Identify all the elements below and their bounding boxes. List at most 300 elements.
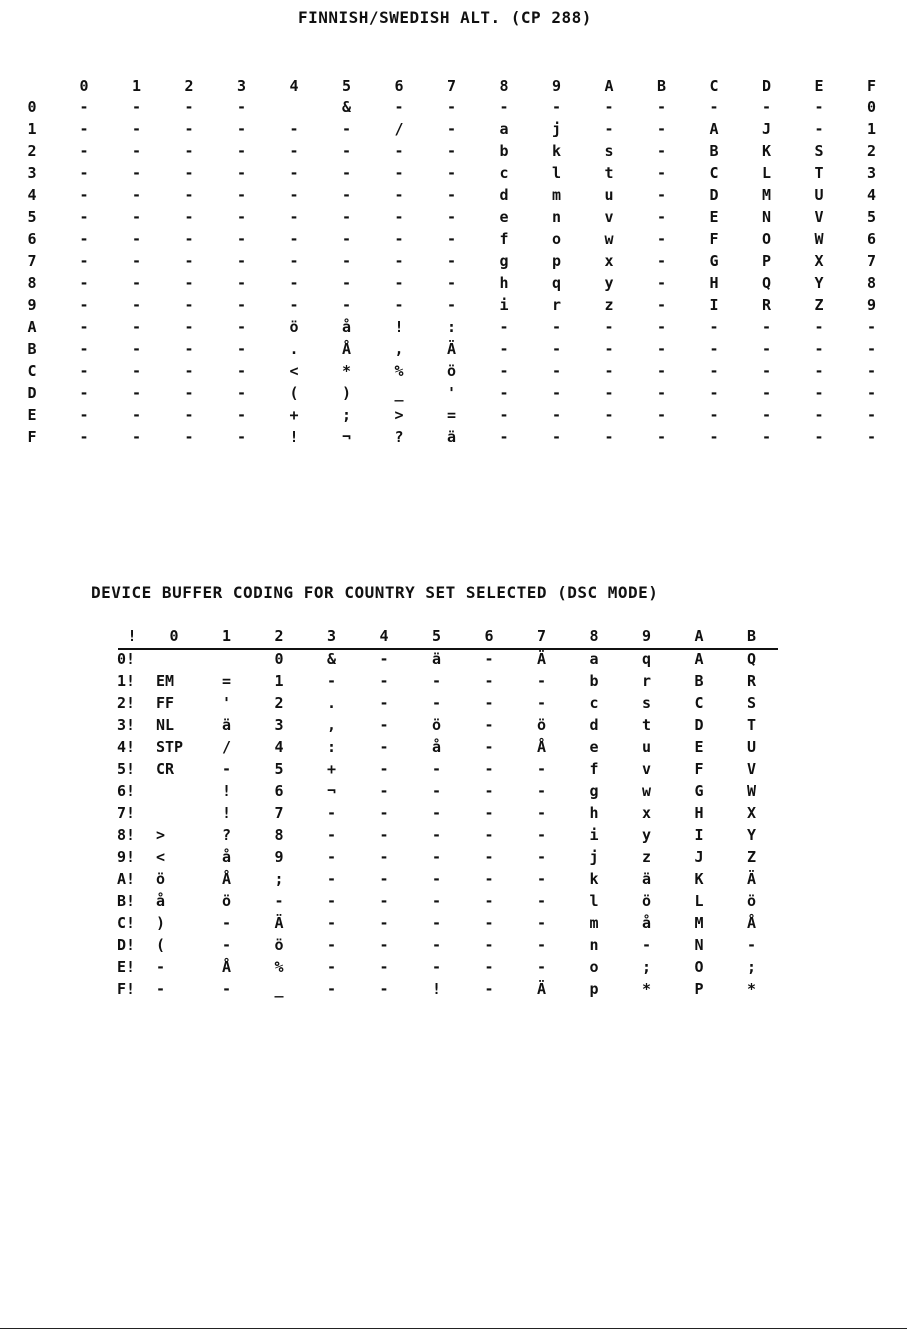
table2-cell: NL [156,716,175,734]
table2-col-header: 5 [431,627,442,645]
table1-cell: - [236,164,247,182]
table1-cell: - [656,274,667,292]
table1-cell: - [656,142,667,160]
table2-cell: Å [221,958,232,976]
table1-cell: - [236,252,247,270]
table1-cell: - [131,142,142,160]
table2-cell: 6 [274,782,284,800]
table1-cell: c [499,164,509,182]
table1-cell: H [709,274,719,292]
table2-cell: ö [221,892,232,910]
table1-cell: + [289,406,299,424]
table2-cell: + [326,760,337,778]
table1-cell: ¬ [341,428,352,446]
table1-cell: 0 [866,98,877,116]
table2-row-header: 0! [116,650,136,668]
table2-cell: , [326,716,337,734]
table2-cell: - [484,958,494,976]
table2-cell: FF [156,694,175,712]
table1-cell: - [236,274,247,292]
table1-cell: - [394,164,404,182]
table2-cell: h [589,804,599,822]
table1-cell: L [761,164,772,182]
table1-cell: - [79,428,89,446]
table1-cell: - [446,98,457,116]
table1-cell: - [184,406,194,424]
table2-cell: ! [431,980,442,998]
table2-cell: - [274,892,284,910]
table1-cell: - [131,186,142,204]
table2-cell: H [694,804,704,822]
table2-cell: y [641,826,652,844]
table1-cell: - [551,340,562,358]
table2-cell: - [536,804,547,822]
table1-row-header: 2 [27,142,37,160]
table2-cell: P [694,980,704,998]
table2-col-header: 8 [589,627,599,645]
table2-cell: - [536,760,547,778]
table1-cell: - [709,98,719,116]
table2-row-header: 2! [116,694,136,712]
table1-cell: - [131,318,142,336]
table2-cell: - [746,936,757,954]
table1-row-header: C [27,362,37,380]
table1-cell: - [236,384,247,402]
table1-cell: W [814,230,824,248]
page-bottom-rule [0,1328,907,1329]
table2-cell: ( [156,936,166,954]
table2-cell: q [641,650,652,668]
table2-col-header: 0 [169,627,179,645]
table2-cell: Å [746,914,757,932]
table2-row-header: A! [116,870,136,888]
table1-cell: - [709,428,719,446]
table1-cell: s [604,142,614,160]
table1-cell: - [131,362,142,380]
table1-cell: - [184,340,194,358]
table2-row-header: B! [116,892,136,910]
table2-cell: - [484,892,494,910]
table1-cell: - [236,318,247,336]
table1-cell: - [341,142,352,160]
table2-cell: - [379,804,389,822]
table1-cell: - [866,384,877,402]
table1-cell: - [79,164,89,182]
table2-cell: Ä [274,914,284,932]
table2-cell: - [379,650,389,668]
table2-cell: M [694,914,704,932]
table2-cell: r [641,672,652,690]
table2-cell: Å [536,738,547,756]
table2-row-header: 8! [116,826,136,844]
table2-row-header: 1! [116,672,136,690]
table1-cell: - [761,318,772,336]
table1-cell: - [236,296,247,314]
table1-cell: - [866,362,877,380]
table2-cell: C [694,694,704,712]
table2-cell: ! [221,782,232,800]
table1-cell: - [656,384,667,402]
table2-cell: X [746,804,757,822]
table1-cell: , [394,340,404,358]
table1-cell: O [761,230,772,248]
table1-cell: - [184,164,194,182]
table1-cell: l [551,164,562,182]
table1-cell: - [394,274,404,292]
table1-cell: - [551,406,562,424]
table1-cell: - [446,208,457,226]
table1-cell: g [499,252,509,270]
table1-cell: ' [446,384,457,402]
table2-cell: - [379,848,389,866]
table1-cell: 2 [866,142,877,160]
table1-cell: - [551,384,562,402]
table1-cell: n [551,208,562,226]
table1-cell: ä [446,428,457,446]
table1-cell: . [289,340,299,358]
table1-cell: R [761,296,772,314]
table1-cell: F [709,230,719,248]
table1-cell: - [236,120,247,138]
table2-cell: d [589,716,599,734]
table1-cell: V [814,208,824,226]
table2-cell: s [641,694,652,712]
table1-col-header: C [709,77,719,95]
table1-cell: - [709,362,719,380]
table2-col-header: 1 [221,627,232,645]
table1-cell: - [131,208,142,226]
table1-cell: - [656,362,667,380]
table1-cell: - [341,120,352,138]
table1-cell: - [656,208,667,226]
table1-cell: - [866,428,877,446]
table1-cell: - [446,296,457,314]
table2-corner: ! [127,627,137,645]
table2-cell: & [326,650,337,668]
table2-cell: - [379,672,389,690]
table1-cell: ! [289,428,299,446]
table2-row-header: C! [116,914,136,932]
table1-cell: E [709,208,719,226]
table1-cell: - [131,230,142,248]
table1-cell: - [709,384,719,402]
table2-cell: - [326,870,337,888]
table1-cell: - [604,428,614,446]
table1-cell: - [499,98,509,116]
table2-cell: - [431,760,442,778]
table1-col-header: 1 [131,77,142,95]
table2-cell: i [589,826,599,844]
table1-cell: - [394,252,404,270]
table1-cell: / [394,120,404,138]
table1-cell: - [499,384,509,402]
table1-cell: - [341,230,352,248]
table1-cell: - [79,120,89,138]
table2-cell: < [156,848,166,866]
table2-cell: n [589,936,599,954]
table1-cell: 3 [866,164,877,182]
table1-cell: - [79,296,89,314]
table1-cell: - [656,318,667,336]
table1-cell: - [761,98,772,116]
table1-cell: - [131,428,142,446]
table2-col-header: 4 [379,627,389,645]
table2-col-header: B [746,627,757,645]
table2-cell: - [484,650,494,668]
table2-cell: Z [746,848,757,866]
table2-cell: ) [156,914,166,932]
table1-cell: G [709,252,719,270]
table1-cell: - [289,296,299,314]
table1-cell: - [79,384,89,402]
table2-cell: - [221,760,232,778]
table1-cell: T [814,164,824,182]
table1-row-header: D [27,384,37,402]
table2-cell: 2 [274,694,284,712]
table1-cell: - [236,142,247,160]
table2-cell: = [221,672,232,690]
table2-cell: ; [641,958,652,976]
table2-row-header: 6! [116,782,136,800]
table2-cell: E [694,738,704,756]
table2-cell: - [326,672,337,690]
table2-cell: - [326,958,337,976]
table2-cell: O [694,958,704,976]
table1-cell: - [604,98,614,116]
table1-cell: Z [814,296,824,314]
table1-cell: - [446,230,457,248]
table2-cell: Ä [746,870,757,888]
table1-cell: - [131,384,142,402]
table1-cell: - [394,230,404,248]
table1-cell: - [289,274,299,292]
table1-cell: : [446,318,457,336]
table1-cell: - [184,142,194,160]
table1-cell: - [289,208,299,226]
table1-cell: S [814,142,824,160]
table2-col-header: A [694,627,704,645]
table2-cell: T [746,716,757,734]
table2-cell: z [641,848,652,866]
table1-row-header: 3 [27,164,37,182]
table2-cell: u [641,738,652,756]
table2-cell: * [746,980,757,998]
table1-cell: - [289,252,299,270]
table1-cell: K [761,142,772,160]
table2-cell: - [431,782,442,800]
table2-cell: - [326,980,337,998]
table1-cell: - [236,98,247,116]
table2-cell: - [326,848,337,866]
table2-cell: - [484,782,494,800]
table1-title: FINNISH/SWEDISH ALT. (CP 288) [298,8,592,27]
table2-cell: - [379,936,389,954]
table2-cell: - [484,694,494,712]
table1-cell: - [184,274,194,292]
table2-row-header: 5! [116,760,136,778]
table1-col-header: B [656,77,667,95]
table1-cell: u [604,186,614,204]
table2-cell: - [484,738,494,756]
table1-cell: - [446,142,457,160]
table1-cell: - [866,318,877,336]
table2-cell: N [694,936,704,954]
table2-cell: - [536,848,547,866]
table2-cell: CR [156,760,175,778]
table1-cell: e [499,208,509,226]
table1-cell: å [341,318,352,336]
table1-row-header: E [27,406,37,424]
table1-col-header: 2 [184,77,194,95]
table1-cell: - [131,98,142,116]
table1-cell: - [499,362,509,380]
table2-row-header: 7! [116,804,136,822]
table2-cell: EM [156,672,175,690]
table1-cell: - [131,164,142,182]
table1-cell: - [446,186,457,204]
table1-cell: - [236,186,247,204]
table2-cell: - [431,804,442,822]
table2-cell: 7 [274,804,284,822]
table2-cell: - [379,980,389,998]
table1-cell: - [184,120,194,138]
table2-cell: å [641,914,652,932]
table1-cell: _ [394,384,404,402]
table1-cell: 8 [866,274,877,292]
table1-cell: - [131,296,142,314]
table2-row-header: D! [116,936,136,954]
table1-col-header: F [866,77,877,95]
table1-cell: ö [446,362,457,380]
table2-col-header: 2 [274,627,284,645]
table1-cell: - [236,362,247,380]
table2-cell: - [431,914,442,932]
table2-cell: ¬ [326,782,337,800]
table2-cell: _ [274,980,284,998]
table1-cell: - [551,98,562,116]
table1-cell: - [131,406,142,424]
table1-cell: - [499,406,509,424]
table2-cell: - [379,782,389,800]
table2-cell: Y [746,826,757,844]
table2-cell: å [156,892,166,910]
table1-cell: - [656,296,667,314]
table1-cell: x [604,252,614,270]
table1-cell: k [551,142,562,160]
table1-cell: U [814,186,824,204]
table1-cell: 6 [866,230,877,248]
table2-row-header: 3! [116,716,136,734]
table1-cell: - [236,428,247,446]
table1-row-header: 8 [27,274,37,292]
table2-cell: e [589,738,599,756]
table2-cell: - [379,914,389,932]
table2-cell: v [641,760,652,778]
table2-cell: B [694,672,704,690]
table2-cell: - [536,694,547,712]
table1-col-header: E [814,77,824,95]
table1-cell: - [236,406,247,424]
table1-cell: - [709,340,719,358]
table2-cell: - [379,870,389,888]
table1-cell: < [289,362,299,380]
table1-cell: Ä [446,340,457,358]
table2-cell: c [589,694,599,712]
table2-cell: - [536,958,547,976]
table2-cell: 8 [274,826,284,844]
table2-cell: G [694,782,704,800]
table2-cell: ' [221,694,232,712]
table1-cell: i [499,296,509,314]
table1-col-header: 5 [341,77,352,95]
table1-cell: ; [341,406,352,424]
table1-cell: j [551,120,562,138]
table2-cell: ? [221,826,232,844]
table1-cell: - [341,296,352,314]
table2-cell: å [221,848,232,866]
table2-cell: - [431,694,442,712]
table1-cell: - [184,296,194,314]
table1-cell: - [866,340,877,358]
table2-cell: Å [221,870,232,888]
table1-cell: - [79,318,89,336]
table1-cell: I [709,296,719,314]
table1-cell: - [814,318,824,336]
table1-cell: ( [289,384,299,402]
table2-cell: . [326,694,337,712]
table1-col-header: D [761,77,772,95]
table2-cell: : [326,738,337,756]
table1-col-header: 8 [499,77,509,95]
table2-cell: t [641,716,652,734]
table2-cell: - [536,672,547,690]
table2-cell: * [641,980,652,998]
table2-cell: R [746,672,757,690]
table2-cell: - [431,826,442,844]
table1-cell: d [499,186,509,204]
table1-cell: m [551,186,562,204]
table1-cell: f [499,230,509,248]
table1-cell: - [551,362,562,380]
table1-col-header: 4 [289,77,299,95]
table1-cell: - [656,164,667,182]
table1-cell: - [814,428,824,446]
table2-cell: - [156,980,166,998]
table1-cell: - [604,340,614,358]
table2-cell: - [484,848,494,866]
table1-cell: B [709,142,719,160]
table2-cell: > [156,826,166,844]
table2-cell: - [326,936,337,954]
table2-cell: x [641,804,652,822]
table1-cell: - [656,98,667,116]
table2-cell: D [694,716,704,734]
table2-cell: ö [156,870,166,888]
table1-cell: - [184,230,194,248]
table2-cell: - [431,958,442,976]
table1-cell: 4 [866,186,877,204]
table1-cell: - [341,252,352,270]
table1-cell: 9 [866,296,877,314]
table1-cell: - [236,230,247,248]
table1-cell: - [446,164,457,182]
table2-cell: - [536,936,547,954]
table1-cell: - [814,384,824,402]
table1-cell: M [761,186,772,204]
table1-cell: v [604,208,614,226]
table1-cell: o [551,230,562,248]
table1-cell: - [656,340,667,358]
